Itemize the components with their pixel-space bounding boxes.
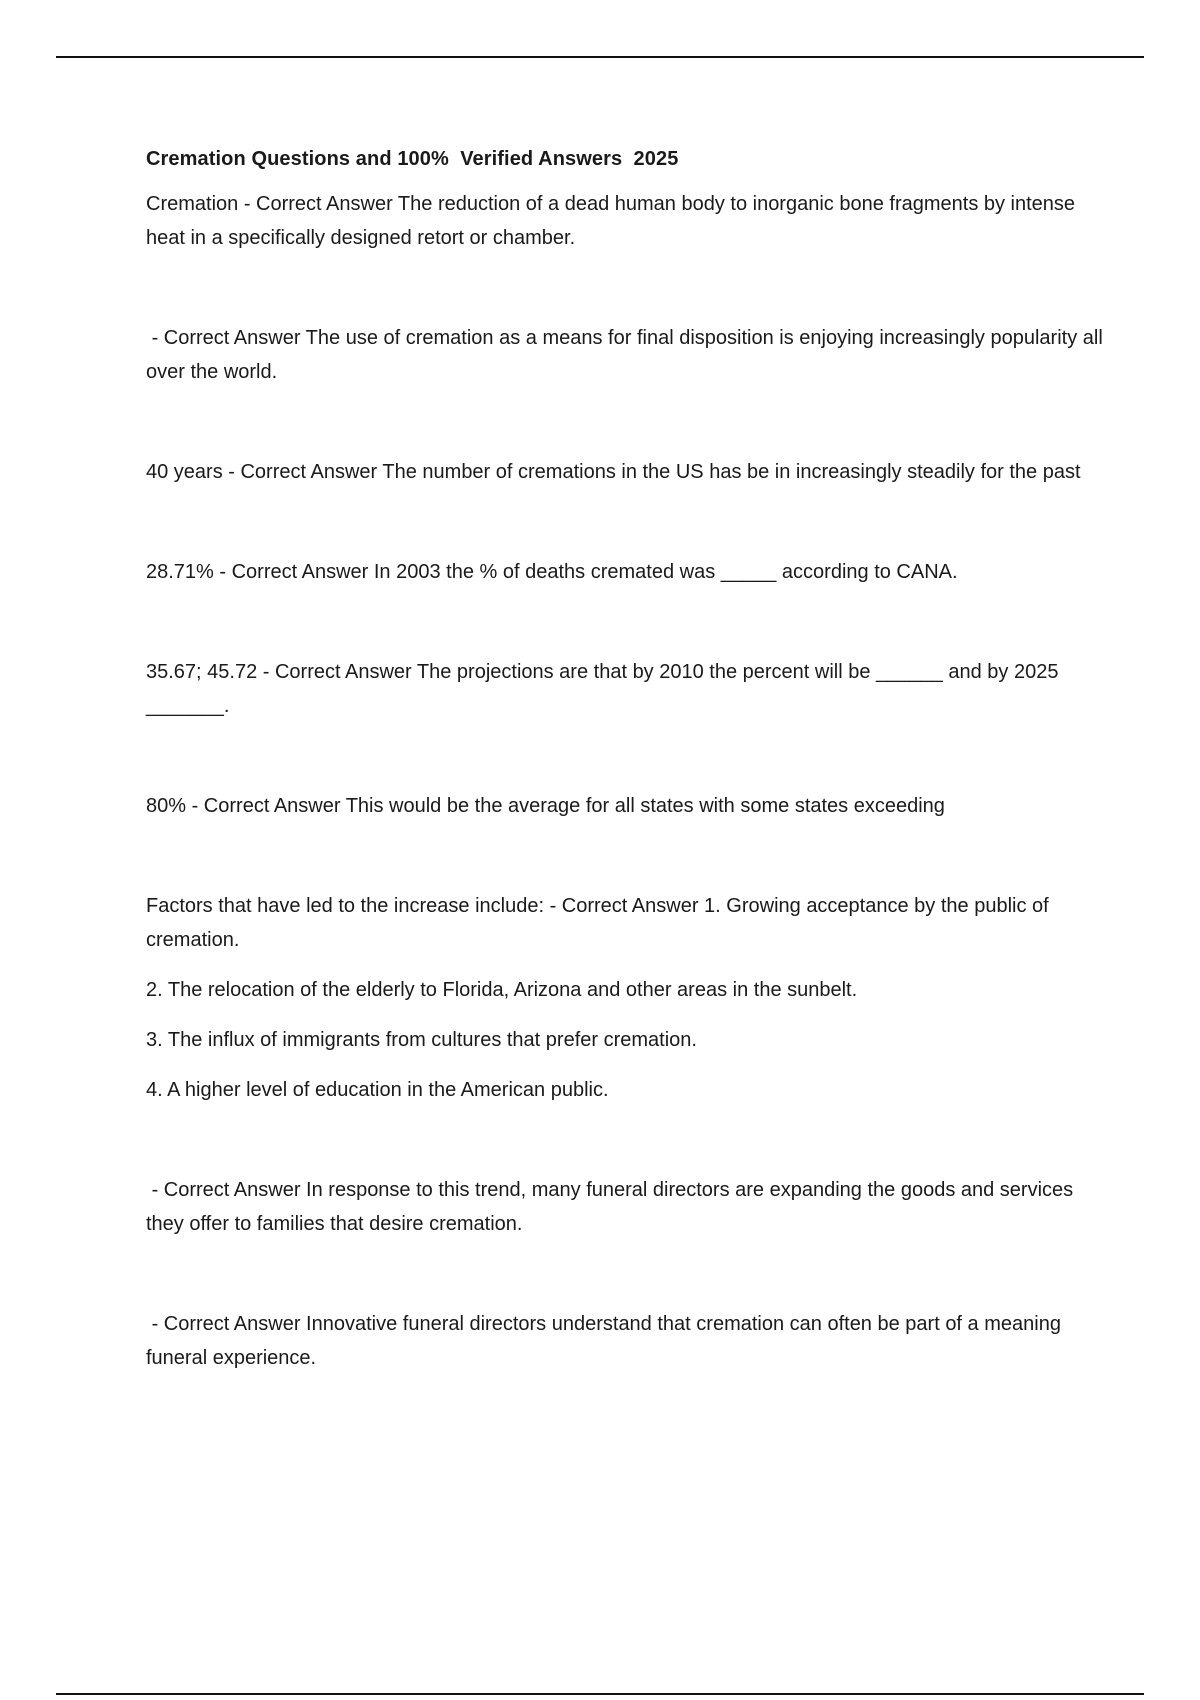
qa-entry: - Correct Answer In response to this trend, many funeral directors are expanding the goods and services they offer to families that desire cremation. <box>146 1179 1079 1235</box>
entry-spacer <box>146 255 1106 321</box>
qa-entry: 80% - Correct Answer This would be the average for all states with some states exceeding <box>146 795 945 817</box>
qa-entry: Cremation - Correct Answer The reduction of a dead human body to inorganic bone fragments by intense heat in a specifically designed retort or chamber. <box>146 193 1081 249</box>
entry-spacer <box>146 389 1106 455</box>
list-item: 4. A higher level of education in the American public. <box>146 1079 609 1101</box>
entry-spacer <box>146 723 1106 789</box>
entry-spacer <box>146 589 1106 655</box>
qa-entry: Factors that have led to the increase include: - Correct Answer 1. Growing acceptance by the public of cremation. <box>146 895 1055 951</box>
qa-entry: 40 years - Correct Answer The number of cremations in the US has be in increasingly steadily for the past <box>146 461 1081 483</box>
entry-spacer <box>146 823 1106 889</box>
qa-entry: - Correct Answer The use of cremation as a means for final disposition is enjoying increasingly popularity all over the world. <box>146 327 1109 383</box>
qa-entry: - Correct Answer Innovative funeral directors understand that cremation can often be part of a meaning funeral experience. <box>146 1313 1067 1369</box>
footer-rule <box>56 1693 1144 1695</box>
list-item: 2. The relocation of the elderly to Florida, Arizona and other areas in the sunbelt. <box>146 979 858 1001</box>
entry-spacer <box>146 489 1106 555</box>
document-title: Cremation Questions and 100% Verified Answers 2025 <box>146 148 679 170</box>
entry-spacer <box>146 1241 1106 1307</box>
document-body <box>146 148 1109 1375</box>
header-rule <box>56 56 1144 58</box>
qa-entry: 28.71% - Correct Answer In 2003 the % of deaths cremated was _____ according to CANA. <box>146 561 958 583</box>
qa-entry: 35.67; 45.72 - Correct Answer The projections are that by 2010 the percent will be ______ and by 2025 _______. <box>146 661 1065 717</box>
list-item: 3. The influx of immigrants from cultures that prefer cremation. <box>146 1029 697 1051</box>
entry-spacer <box>146 1107 1106 1173</box>
